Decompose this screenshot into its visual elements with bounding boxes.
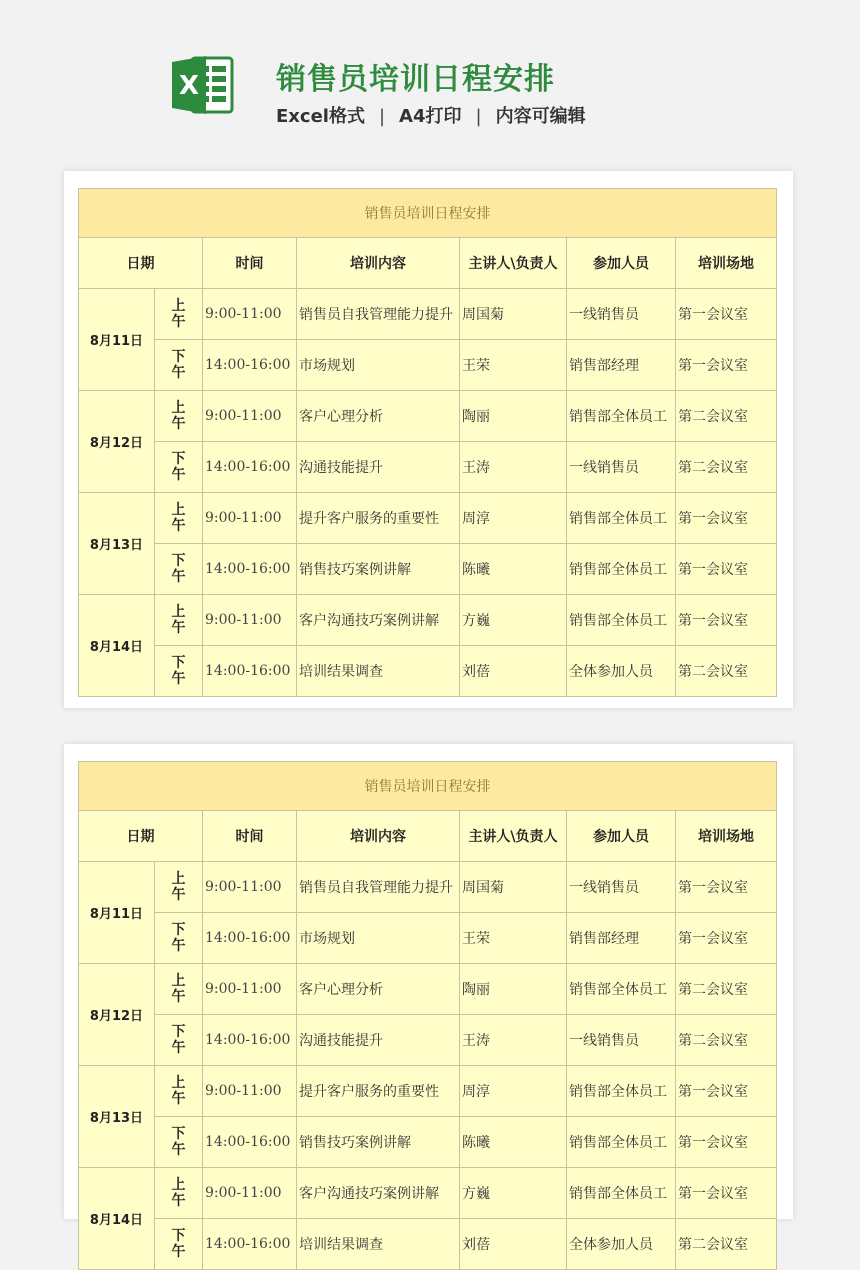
content-cell: 销售技巧案例讲解: [297, 544, 460, 595]
speaker-cell: 王涛: [460, 1015, 567, 1066]
column-header: 日期: [79, 238, 203, 289]
column-header: 时间: [203, 811, 297, 862]
speaker-cell: 王荣: [460, 913, 567, 964]
date-cell: 8月14日: [79, 595, 155, 697]
column-header: 培训内容: [297, 238, 460, 289]
date-cell: 8月12日: [79, 964, 155, 1066]
period-cell: [155, 289, 203, 340]
period-label: 下午: [171, 1126, 186, 1158]
table-row: [79, 289, 777, 340]
time-cell: 9:00-11:00: [203, 964, 297, 1015]
column-header: 培训内容: [297, 811, 460, 862]
period-cell: [155, 1015, 203, 1066]
content-cell: 市场规划: [297, 340, 460, 391]
date-cell: 8月11日: [79, 862, 155, 964]
time-cell: 9:00-11:00: [203, 493, 297, 544]
attendees-cell: 一线销售员: [567, 1015, 676, 1066]
period-label: 上午: [171, 502, 186, 534]
attendees-cell: 一线销售员: [567, 442, 676, 493]
page-subtitle: [276, 102, 586, 128]
content-cell: 培训结果调查: [297, 646, 460, 697]
attendees-cell: 销售部全体员工: [567, 964, 676, 1015]
date-cell: 8月12日: [79, 391, 155, 493]
time-cell: 9:00-11:00: [203, 862, 297, 913]
table-row: [79, 1117, 777, 1168]
table-title-row: [79, 189, 777, 238]
subtitle-separator: |: [378, 106, 386, 127]
subtitle-editable: 内容可编辑: [495, 106, 586, 127]
time-cell: 14:00-16:00: [203, 1015, 297, 1066]
time-cell: 14:00-16:00: [203, 646, 297, 697]
speaker-cell: 方巍: [460, 595, 567, 646]
subtitle-separator: |: [475, 106, 482, 127]
excel-icon: [170, 52, 236, 118]
period-cell: [155, 340, 203, 391]
table-header-row: [79, 238, 777, 289]
content-cell: 销售员自我管理能力提升: [297, 862, 460, 913]
time-cell: 9:00-11:00: [203, 1066, 297, 1117]
time-cell: 9:00-11:00: [203, 289, 297, 340]
period-label: 上午: [171, 400, 186, 432]
venue-cell: 第一会议室: [676, 289, 777, 340]
time-cell: 14:00-16:00: [203, 544, 297, 595]
period-label: 上午: [171, 1075, 186, 1107]
attendees-cell: 销售部全体员工: [567, 595, 676, 646]
speaker-cell: 陶丽: [460, 391, 567, 442]
speaker-cell: 周国菊: [460, 862, 567, 913]
attendees-cell: 销售部经理: [567, 913, 676, 964]
period-label: 上午: [171, 973, 186, 1005]
period-label: 下午: [171, 655, 186, 687]
date-cell: 8月14日: [79, 1168, 155, 1270]
attendees-cell: 一线销售员: [567, 289, 676, 340]
attendees-cell: 销售部全体员工: [567, 391, 676, 442]
table-row: [79, 391, 777, 442]
attendees-cell: 销售部经理: [567, 340, 676, 391]
content-cell: 市场规划: [297, 913, 460, 964]
content-cell: 提升客户服务的重要性: [297, 1066, 460, 1117]
venue-cell: 第一会议室: [676, 1168, 777, 1219]
attendees-cell: 销售部全体员工: [567, 1117, 676, 1168]
sheet-preview-2: [64, 744, 793, 1260]
period-cell: [155, 595, 203, 646]
table-row: [79, 493, 777, 544]
speaker-cell: 陈曦: [460, 544, 567, 595]
speaker-cell: 刘蓓: [460, 1219, 567, 1270]
period-cell: [155, 964, 203, 1015]
content-cell: 客户心理分析: [297, 391, 460, 442]
attendees-cell: 一线销售员: [567, 862, 676, 913]
period-label: 上午: [171, 298, 186, 330]
content-cell: 沟通技能提升: [297, 442, 460, 493]
table-title: 销售员培训日程安排: [79, 762, 777, 811]
attendees-cell: 销售部全体员工: [567, 493, 676, 544]
attendees-cell: 全体参加人员: [567, 1219, 676, 1270]
content-cell: 客户沟通技巧案例讲解: [297, 1168, 460, 1219]
column-header: 培训场地: [676, 811, 777, 862]
table-row: [79, 1015, 777, 1066]
period-cell: [155, 1066, 203, 1117]
table-title-row: [79, 762, 777, 811]
time-cell: 14:00-16:00: [203, 1219, 297, 1270]
period-label: 下午: [171, 1228, 186, 1260]
venue-cell: 第二会议室: [676, 1219, 777, 1270]
period-label: 上午: [171, 604, 186, 636]
table-row: [79, 442, 777, 493]
time-cell: 9:00-11:00: [203, 1168, 297, 1219]
content-cell: 客户心理分析: [297, 964, 460, 1015]
period-cell: [155, 544, 203, 595]
venue-cell: 第一会议室: [676, 913, 777, 964]
period-label: 下午: [171, 922, 186, 954]
speaker-cell: 陈曦: [460, 1117, 567, 1168]
period-cell: [155, 493, 203, 544]
date-cell: 8月13日: [79, 1066, 155, 1168]
column-header: 主讲人\负责人: [460, 238, 567, 289]
table-row: [79, 964, 777, 1015]
table-title: 销售员培训日程安排: [79, 189, 777, 238]
speaker-cell: 周淳: [460, 1066, 567, 1117]
subtitle-format: Excel格式: [276, 106, 365, 127]
period-cell: [155, 391, 203, 442]
period-label: 下午: [171, 553, 186, 585]
content-cell: 培训结果调查: [297, 1219, 460, 1270]
sheet-preview-1: [64, 171, 793, 708]
period-cell: [155, 1219, 203, 1270]
table-row: [79, 1168, 777, 1219]
speaker-cell: 方巍: [460, 1168, 567, 1219]
venue-cell: 第一会议室: [676, 544, 777, 595]
period-cell: [155, 646, 203, 697]
period-label: 下午: [171, 349, 186, 381]
attendees-cell: 销售部全体员工: [567, 1066, 676, 1117]
venue-cell: 第一会议室: [676, 595, 777, 646]
content-cell: 销售员自我管理能力提升: [297, 289, 460, 340]
venue-cell: 第一会议室: [676, 340, 777, 391]
schedule-table: [78, 188, 777, 697]
speaker-cell: 刘蓓: [460, 646, 567, 697]
period-label: 上午: [171, 871, 186, 903]
content-cell: 提升客户服务的重要性: [297, 493, 460, 544]
speaker-cell: 陶丽: [460, 964, 567, 1015]
venue-cell: 第一会议室: [676, 1066, 777, 1117]
period-label: 下午: [171, 451, 186, 483]
column-header: 参加人员: [567, 811, 676, 862]
period-label: 下午: [171, 1024, 186, 1056]
venue-cell: 第一会议室: [676, 862, 777, 913]
subtitle-print: A4打印: [399, 106, 462, 127]
page-title: 销售员培训日程安排: [276, 62, 555, 97]
logo-letter: X: [178, 71, 200, 101]
time-cell: 14:00-16:00: [203, 1117, 297, 1168]
column-header: 主讲人\负责人: [460, 811, 567, 862]
column-header: 日期: [79, 811, 203, 862]
column-header: 培训场地: [676, 238, 777, 289]
venue-cell: 第二会议室: [676, 646, 777, 697]
schedule-table: [78, 761, 777, 1270]
venue-cell: 第一会议室: [676, 1117, 777, 1168]
time-cell: 14:00-16:00: [203, 442, 297, 493]
table-row: [79, 913, 777, 964]
attendees-cell: 销售部全体员工: [567, 1168, 676, 1219]
content-cell: 销售技巧案例讲解: [297, 1117, 460, 1168]
period-cell: [155, 913, 203, 964]
speaker-cell: 周国菊: [460, 289, 567, 340]
date-cell: 8月11日: [79, 289, 155, 391]
venue-cell: 第二会议室: [676, 1015, 777, 1066]
period-cell: [155, 862, 203, 913]
venue-cell: 第二会议室: [676, 442, 777, 493]
table-row: [79, 595, 777, 646]
speaker-cell: 王荣: [460, 340, 567, 391]
period-cell: [155, 1168, 203, 1219]
page-header: [0, 0, 860, 150]
content-cell: 客户沟通技巧案例讲解: [297, 595, 460, 646]
venue-cell: 第二会议室: [676, 964, 777, 1015]
time-cell: 9:00-11:00: [203, 595, 297, 646]
time-cell: 14:00-16:00: [203, 340, 297, 391]
period-cell: [155, 442, 203, 493]
table-row: [79, 340, 777, 391]
table-row: [79, 1066, 777, 1117]
table-row: [79, 1219, 777, 1270]
venue-cell: 第一会议室: [676, 493, 777, 544]
speaker-cell: 周淳: [460, 493, 567, 544]
period-cell: [155, 1117, 203, 1168]
time-cell: 9:00-11:00: [203, 391, 297, 442]
table-row: [79, 646, 777, 697]
venue-cell: 第二会议室: [676, 391, 777, 442]
attendees-cell: 销售部全体员工: [567, 544, 676, 595]
date-cell: 8月13日: [79, 493, 155, 595]
column-header: 参加人员: [567, 238, 676, 289]
table-header-row: [79, 811, 777, 862]
period-label: 上午: [171, 1177, 186, 1209]
attendees-cell: 全体参加人员: [567, 646, 676, 697]
speaker-cell: 王涛: [460, 442, 567, 493]
content-cell: 沟通技能提升: [297, 1015, 460, 1066]
time-cell: 14:00-16:00: [203, 913, 297, 964]
table-row: [79, 862, 777, 913]
table-row: [79, 544, 777, 595]
column-header: 时间: [203, 238, 297, 289]
